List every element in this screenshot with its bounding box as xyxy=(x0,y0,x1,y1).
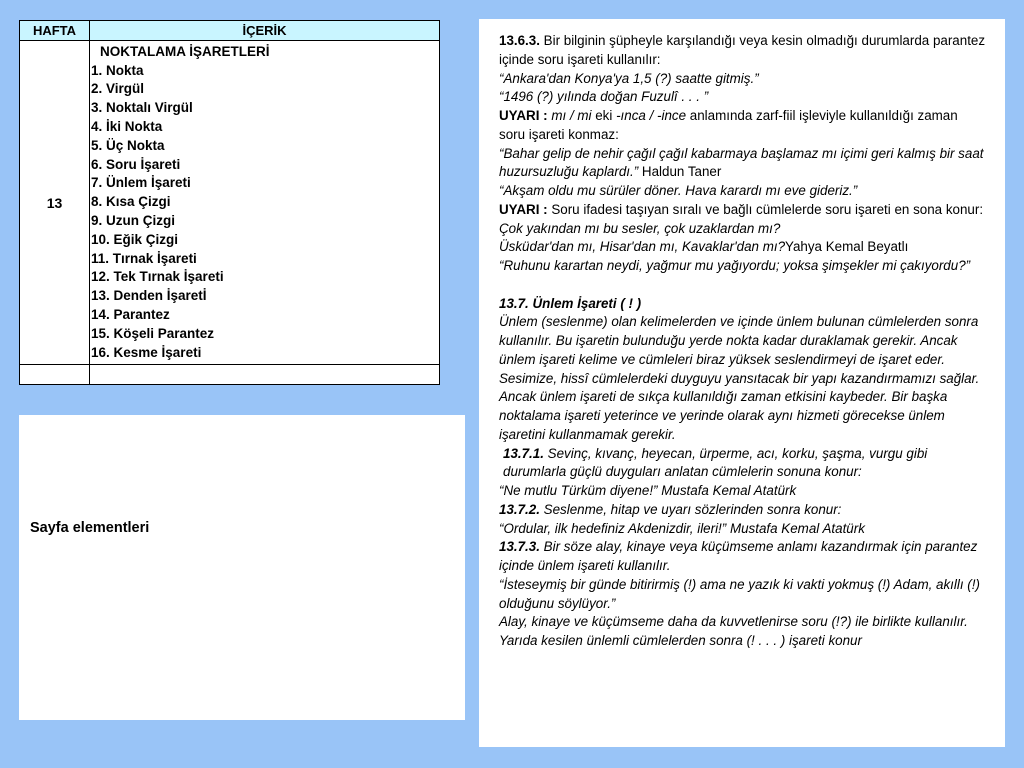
list-item: 2. Virgül xyxy=(91,81,145,97)
example-with-author xyxy=(499,145,987,183)
example: “Ankara'dan Konya'ya 1,5 (?) saatte gitmiş.” xyxy=(499,70,759,86)
warning-label: UYARI : xyxy=(499,108,548,123)
header-content: İÇERİK xyxy=(90,21,440,41)
example: “Ordular, ilk hedefiniz Akdenizdir, ileri!” Mustafa Kemal Atatürk xyxy=(499,520,865,536)
warning-italic: -ınca / -ince xyxy=(616,108,687,123)
list-item: 7. Ünlem İşareti xyxy=(91,175,191,191)
section-body: Ünlem (seslenme) olan kelimelerden ve içinde ünlem bulunan cümlelerden sonra kullanılır. Bu işaretin bulunduğu yerde nokta kadar duraklamak gerekir. Ancak ünlem işareti kelime ve cümleleri biraz yüksek seslendirmeyi de işaret eder. Sesimize, hissî cümlelerdeki duyguyu yansıtacak bir yapı kazandırmamızı sağlar. Ancak ünlem işareti de sıkça kullanıldığı zaman etkisini kaybeder. Bir başka noktalama işareti yeterince ve yerinde olarak aynı hizmeti görecekse ünlem işaretini kullanmamak gerekir. xyxy=(499,314,980,442)
section-text: Bir bilginin şüpheyle karşılandığı veya kesin olmadığı durumlarda parantez içinde soru işareti kullanılır: xyxy=(499,33,986,67)
example: “Ruhunu karartan neydi, yağmur mu yağıyordu; yoksa şimşekler mi çakıyordu?” xyxy=(499,258,971,273)
example: Üsküdar'dan mı, Hisar'dan mı, Kavaklar'dan mı? xyxy=(499,239,786,255)
warning-label: UYARI : xyxy=(499,201,548,217)
list-item: 16. Kesme İşareti xyxy=(91,344,202,360)
list-item: 5. Üç Nokta xyxy=(91,137,165,153)
section-text: Bir söze alay, kinaye veya küçümseme anlamı kazandırmak için parantez içinde ünlem işareti kullanılır. xyxy=(499,539,978,573)
page-elements-label: Sayfa elementleri xyxy=(30,520,150,536)
body-line: Alay, kinaye ve küçümseme daha da kuvvetlenirse soru (!?) ile birlikte kullanılır. xyxy=(499,614,968,630)
example: “Bahar gelip de nehir çağıl çağıl kabarmaya başlamaz mı içimi geri kalmış bir saat huzursuzluğu kaplardı.” xyxy=(499,145,984,180)
warning-paragraph xyxy=(499,107,987,145)
warning-text: anlamında zarf-fiil işleviyle kullanıldığı zaman soru işareti konmaz: xyxy=(499,108,958,142)
example: “Ne mutlu Türküm diyene!” Mustafa Kemal Atatürk xyxy=(499,483,797,498)
section-number: 13.6.3. xyxy=(499,33,540,48)
list-item: 3. Noktalı Virgül xyxy=(91,100,193,116)
list-item: 15. Köşeli Parantez xyxy=(91,325,215,341)
header-week: HAFTA xyxy=(20,21,90,41)
content-title: NOKTALAMA İŞARETLERİ xyxy=(100,44,270,59)
section-text: Seslenme, hitap ve uyarı sözlerinden sonra konur: xyxy=(539,501,842,517)
paragraph-13-7-1 xyxy=(499,445,987,483)
list-item: 4. İki Nokta xyxy=(91,118,163,134)
example: “Akşam oldu mu sürüler döner. Hava karardı mı eve gideriz.” xyxy=(499,183,858,198)
curriculum-table xyxy=(19,20,440,385)
body-line: Yarıda kesilen ünlemli cümlelerden sonra (! . . . ) işareti konur xyxy=(499,633,862,648)
list-item: 8. Kısa Çizgi xyxy=(91,194,171,210)
empty-cell xyxy=(90,365,440,385)
table-row xyxy=(20,41,440,365)
table-header-row xyxy=(20,21,440,41)
example: “1496 (?) yılında doğan Fuzulî . . . ” xyxy=(499,89,709,105)
warning-text: Soru ifadesi taşıyan sıralı ve bağlı cümlelerde soru işareti en sona konur: xyxy=(547,201,984,217)
list-item: 14. Parantez xyxy=(91,306,170,322)
paragraph-13-7-3 xyxy=(499,538,987,576)
list-item: 12. Tek Tırnak İşareti xyxy=(91,269,224,285)
week-number: 13 xyxy=(20,41,90,365)
section-number: 13.7.3. xyxy=(499,539,540,555)
list-item: 9. Uzun Çizgi xyxy=(91,212,175,228)
warning-italic: mı / mi xyxy=(547,108,592,123)
example: “İsteseymiş bir günde bitirirmiş (!) ama ne yazık ki vakti yokmuş (!) Adam, akıllı (!) olduğunu söylüyor.” xyxy=(499,576,980,611)
list-item: 13. Denden İşaretİ xyxy=(91,288,207,304)
section-number: 13.7.1. xyxy=(503,445,544,461)
paragraph-13-7-2 xyxy=(499,501,987,520)
list-item: 10. Eğik Çizgi xyxy=(91,231,179,247)
paragraph-13-6-3 xyxy=(499,32,987,70)
content-cell xyxy=(90,41,440,365)
list-item: 11. Tırnak İşareti xyxy=(91,250,197,266)
example-with-author xyxy=(499,238,987,257)
warning-paragraph xyxy=(499,201,987,220)
example: Çok yakından mı bu sesler, çok uzaklardan mı? xyxy=(499,220,781,236)
topic-list xyxy=(90,62,439,363)
empty-cell xyxy=(20,365,90,385)
page-elements-box xyxy=(19,415,465,720)
section-number: 13.7.2. xyxy=(499,501,540,517)
list-item: 1. Nokta xyxy=(91,62,144,78)
example-author: Haldun Taner xyxy=(638,164,722,180)
text-panel xyxy=(479,19,1005,747)
warning-text: eki xyxy=(591,108,617,123)
section-heading-13-7: 13.7. Ünlem İşareti ( ! ) xyxy=(499,295,642,311)
section-text: Sevinç, kıvanç, heyecan, ürperme, acı, korku, şaşma, vurgu gibi durumlarla güçlü duyguları anlatan cümlelerin sonuna konur: xyxy=(503,445,928,480)
example-author: Yahya Kemal Beyatlı xyxy=(785,239,909,255)
list-item: 6. Soru İşareti xyxy=(91,156,181,172)
table-row-empty xyxy=(20,365,440,385)
spacer xyxy=(499,276,987,295)
